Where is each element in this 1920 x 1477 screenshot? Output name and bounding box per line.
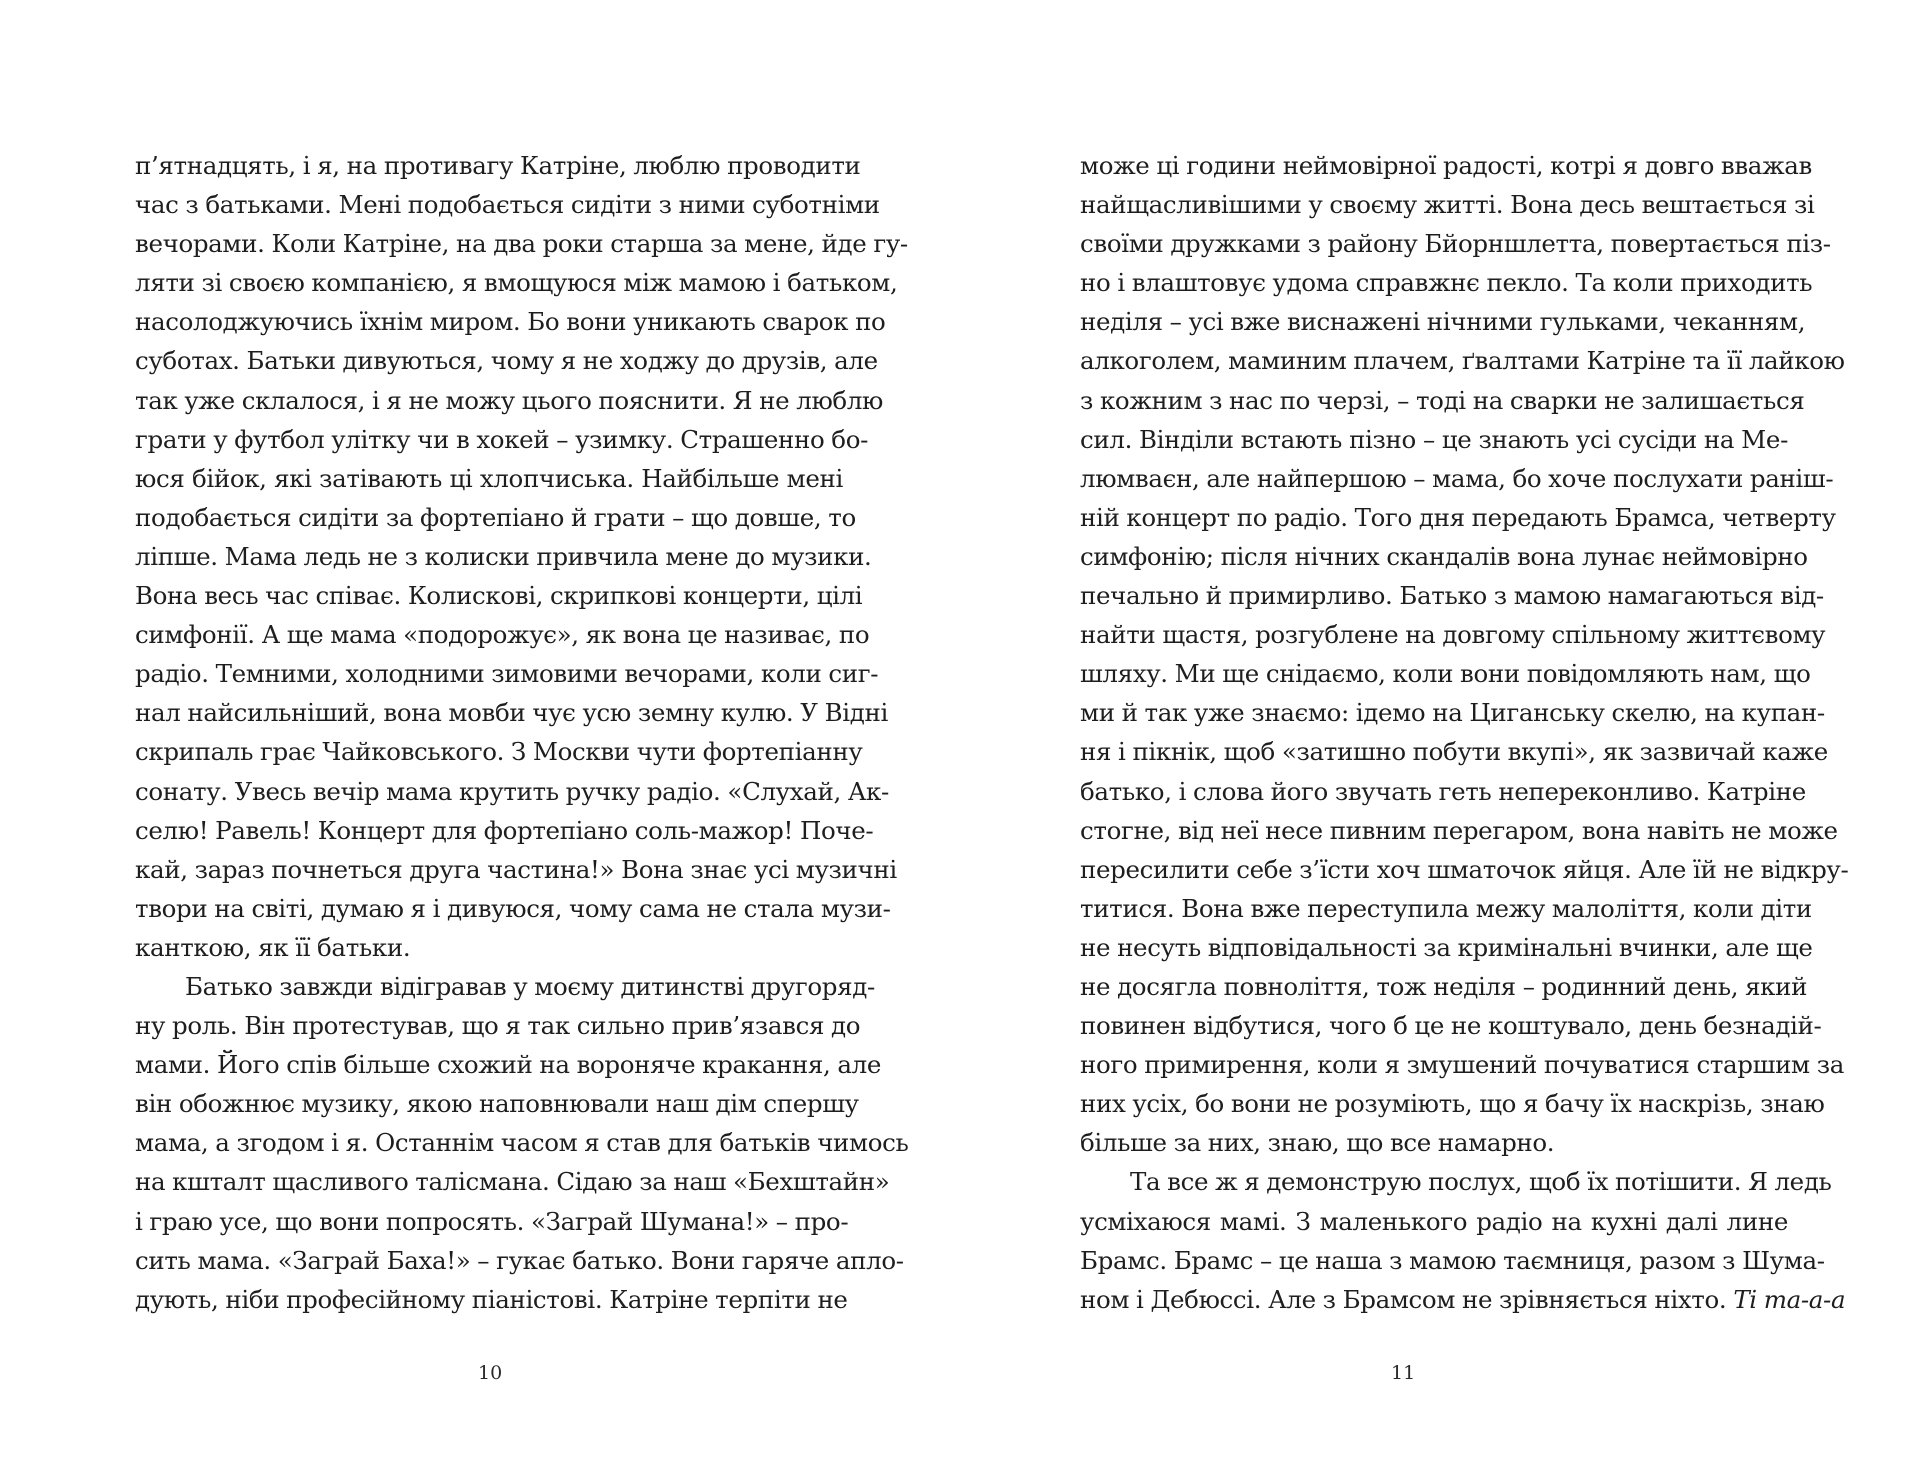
right-page [960, 0, 1920, 1477]
paragraph-start-line: Та все ж я демонструю послух, щоб їх потішити. Я ледь [1130, 1167, 1832, 1197]
text-line: шляху. Ми ще снідаємо, коли вони повідомляють нам, що [1080, 659, 1811, 689]
text-line: ній концерт по радіо. Того дня передають Брамса, четверту [1080, 502, 1836, 532]
text-line: Вона весь час співає. Колискові, скрипкові концерти, цілі [135, 581, 863, 611]
text-line: неділя – усі вже виснажені нічними гульками, чеканням, [1080, 307, 1806, 337]
text-line: сить мама. «Заграй Баха!» – гукає батько. Вони гаряче апло- [135, 1245, 904, 1275]
text-line: ня і пікнік, щоб «затишно побути вкупі», як зазвичай каже [1080, 737, 1828, 767]
text-line: симфонію; після нічних скандалів вона лунає неймовірно [1080, 541, 1808, 571]
text-line: ліпше. Мама ледь не з колиски привчила мене до музики. [135, 541, 872, 571]
text-line: нал найсильніший, вона мовби чує усю земну кулю. У Відні [135, 698, 888, 728]
text-fragment: ном і Дебюссі. Але з Брамсом не зрівняється ніхто. [1080, 1284, 1727, 1314]
text-line: мама, а згодом і я. Останнім часом я став для батьків чимось [135, 1128, 909, 1158]
text-line: скрипаль грає Чайковського. З Москви чути фортепіанну [135, 737, 863, 767]
text-line: кай, зараз почнеться друга частина!» Вона знає усі музичні [135, 854, 897, 884]
text-line: він обожнює музику, якою наповнювали наш дім спершу [135, 1089, 859, 1119]
text-line: п’ятнадцять, і я, на противагу Катріне, люблю проводити [135, 151, 861, 180]
italic-text-fragment: Ті та-а-а [1733, 1284, 1846, 1314]
text-line: ляти зі своєю компанією, я вмощуюся між мамою і батьком, [135, 268, 898, 298]
text-line: ми й так уже знаємо: ідемо на Циганську скелю, на купан- [1080, 698, 1825, 728]
text-line: Брамс. Брамс – це наша з мамою таємниця, разом з Шума- [1080, 1245, 1825, 1275]
text-line: юся бійок, які затівають ці хлопчиська. Найбільше мені [135, 463, 843, 493]
text-line: так уже склалося, і я не можу цього пояснити. Я не люблю [135, 385, 884, 415]
text-line: суботах. Батьки дивуються, чому я не ходжу до друзів, але [135, 346, 878, 376]
text-line: насолоджуючись їхнім миром. Бо вони уникають сварок по [135, 307, 886, 337]
text-line: батько, і слова його звучать геть непереконливо. Катріне [1080, 776, 1806, 806]
right-page-text [1080, 146, 1849, 1319]
text-line: стогне, від неї несе пивним перегаром, вона навіть не може [1080, 815, 1838, 845]
text-line: селю! Равель! Концерт для фортепіано соль-мажор! Поче- [135, 815, 874, 845]
text-line: усміхаюся мамі. З маленького радіо на кухні далі лине [1080, 1206, 1788, 1236]
text-line: но і влаштовує удома справжнє пекло. Та коли приходить [1080, 268, 1813, 298]
text-line: твори на світі, думаю я і дивуюся, чому сама не стала музи- [135, 893, 891, 923]
text-line: ну роль. Він протестував, що я так сильно прив’язався до [135, 1011, 861, 1041]
text-line: найти щастя, розгублене на довгому спільному життєвому [1080, 620, 1826, 650]
text-line: своїми дружками з району Бйорншлетта, повертається піз- [1080, 229, 1831, 259]
text-line: дують, ніби професійному піаністові. Катріне терпіти не [135, 1284, 848, 1314]
text-line: грати у футбол улітку чи в хокей – узимку. Страшенно бо- [135, 424, 869, 454]
text-line: з кожним з нас по черзі, – тоді на сварки не залишається [1080, 385, 1805, 415]
paragraph-start-line: Батько завжди відігравав у моєму дитинстві другоряд- [185, 971, 875, 1001]
page-number: 11 [1391, 1362, 1416, 1384]
text-line: люмваєн, але найпершою – мама, бо хоче послухати раніш- [1080, 463, 1834, 493]
text-line-with-italic-tail [1080, 1280, 1846, 1319]
text-line: сонату. Увесь вечір мама крутить ручку радіо. «Слухай, Ак- [135, 776, 889, 806]
text-line: сил. Вінділи встають пізно – це знають усі сусіди на Ме- [1080, 424, 1788, 454]
text-line: не несуть відповідальності за кримінальні вчинки, але ще [1080, 932, 1813, 962]
paragraph-end-line: канткою, як її батьки. [135, 932, 411, 962]
text-line: титися. Вона вже переступила межу малоліття, коли діти [1080, 893, 1812, 923]
text-line: мами. Його спів більше схожий на вороняче кракання, але [135, 1050, 882, 1080]
text-line: симфонії. А ще мама «подорожує», як вона це називає, по [135, 620, 870, 650]
text-line: пересилити себе з’їсти хоч шматочок яйця. Але їй не відкру- [1080, 854, 1849, 884]
text-line: повинен відбутися, чого б це не коштувало, день безнадій- [1080, 1011, 1822, 1041]
text-line: радіо. Темними, холодними зимовими вечорами, коли сиг- [135, 659, 879, 689]
text-line: них усіх, бо вони не розуміють, що я бачу їх наскрізь, знаю [1080, 1089, 1825, 1119]
text-line: не досягла повноліття, тож неділя – родинний день, який [1080, 971, 1808, 1001]
left-page-text [135, 146, 909, 1319]
text-line: час з батьками. Мені подобається сидіти з ними суботніми [135, 190, 880, 220]
text-line: і граю усе, що вони попросять. «Заграй Шумана!» – про- [135, 1206, 849, 1236]
text-line: подобається сидіти за фортепіано й грати – що довше, то [135, 502, 856, 532]
text-line: печально й примирливо. Батько з мамою намагаються від- [1080, 581, 1824, 611]
text-line: алкоголем, маминим плачем, ґвалтами Катріне та її лайкою [1080, 346, 1845, 376]
page-number: 10 [478, 1362, 503, 1384]
paragraph-end-line: більше за них, знаю, що все намарно. [1080, 1128, 1555, 1158]
text-line: найщасливішими у своєму житті. Вона десь вештається зі [1080, 190, 1815, 220]
text-line: може ці години неймовірної радості, котрі я довго вважав [1080, 151, 1812, 180]
text-line: вечорами. Коли Катріне, на два роки старша за мене, йде гу- [135, 229, 908, 259]
text-line: на кшталт щасливого талісмана. Сідаю за наш «Бехштайн» [135, 1167, 890, 1197]
text-line: ного примирення, коли я змушений почуватися старшим за [1080, 1050, 1844, 1080]
